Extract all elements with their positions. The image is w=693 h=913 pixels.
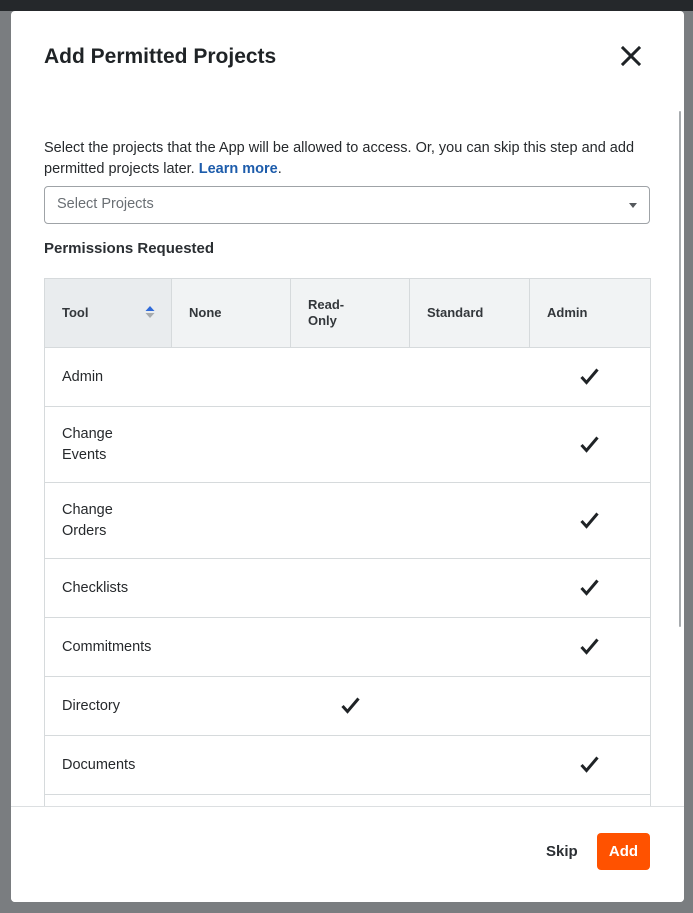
intro-text-body: Select the projects that the App will be allowed to access. Or, you can skip this step and add permitted projects later.: [44, 140, 635, 177]
permission-cell: [410, 407, 530, 483]
permission-cell: [172, 736, 291, 795]
add-button[interactable]: Add: [597, 833, 650, 870]
permission-cell: [291, 736, 410, 795]
column-header-label: Read-Only: [308, 297, 345, 328]
skip-button[interactable]: Skip: [536, 833, 588, 870]
modal-body[interactable]: [11, 101, 684, 806]
permission-cell: [530, 736, 651, 795]
column-header-standard: Standard: [410, 279, 530, 348]
column-header-none: None: [172, 279, 291, 348]
tool-name-cell: [45, 618, 172, 677]
permissions-table-header: [45, 279, 651, 348]
tool-name-cell: [45, 559, 172, 618]
tool-name-cell: [45, 483, 172, 559]
permission-cell: [172, 559, 291, 618]
close-button[interactable]: [616, 41, 646, 71]
permission-cell: [291, 407, 410, 483]
empty-cell: [410, 795, 530, 807]
add-permitted-projects-modal: [11, 11, 684, 902]
modal-title: Add Permitted Projects: [44, 45, 277, 68]
permission-cell: [410, 736, 530, 795]
checkmark-icon: [580, 512, 599, 529]
column-header-read-only: [291, 279, 410, 348]
permission-cell: [530, 348, 651, 407]
permission-cell: [291, 483, 410, 559]
permissions-requested-title: Permissions Requested: [44, 240, 215, 257]
permission-cell: [291, 559, 410, 618]
table-row: [45, 618, 651, 677]
permission-cell: [172, 407, 291, 483]
tool-name: Documents: [62, 756, 136, 773]
permission-cell: [410, 618, 530, 677]
table-row-partial: [45, 795, 651, 807]
intro-text: [44, 138, 654, 180]
tool-name-cell: [45, 407, 172, 483]
sort-icon[interactable]: [145, 305, 155, 319]
checkmark-icon: [341, 697, 360, 714]
intro-period: .: [277, 161, 282, 177]
tool-name-cell: [45, 736, 172, 795]
permission-cell: [172, 677, 291, 736]
empty-cell: [172, 795, 291, 807]
permission-cell: [172, 618, 291, 677]
caret-down-icon: [629, 203, 637, 208]
select-projects-dropdown[interactable]: [44, 186, 650, 224]
column-header-admin: Admin: [530, 279, 651, 348]
table-row: [45, 677, 651, 736]
checkmark-icon: [580, 756, 599, 773]
column-header-tool[interactable]: [45, 279, 172, 348]
tool-name: Admin: [62, 368, 104, 385]
checkmark-icon: [580, 368, 599, 385]
permission-cell: [172, 483, 291, 559]
tool-name: Checklists: [62, 579, 129, 596]
tool-name: Directory: [62, 697, 121, 714]
tool-name: Commitments: [62, 638, 152, 655]
permission-cell: [172, 348, 291, 407]
tool-name: Change Orders: [62, 501, 113, 539]
permission-cell: [291, 618, 410, 677]
table-row: [45, 559, 651, 618]
permission-cell: [410, 483, 530, 559]
permission-cell: [530, 407, 651, 483]
learn-more-link[interactable]: Learn more: [198, 161, 278, 177]
permissions-table: [44, 278, 651, 806]
modal-footer: [11, 806, 684, 902]
table-row: [45, 407, 651, 483]
backdrop-top-bar: [0, 0, 693, 11]
permission-cell: [530, 677, 651, 736]
close-icon: [621, 46, 641, 66]
tool-name: Change Events: [62, 425, 113, 463]
table-row: [45, 483, 651, 559]
permission-cell: [410, 559, 530, 618]
permission-cell: [291, 348, 410, 407]
permission-cell: [291, 677, 410, 736]
tool-name-cell: [45, 677, 172, 736]
table-row: [45, 736, 651, 795]
empty-cell: [291, 795, 410, 807]
permission-cell: [530, 618, 651, 677]
empty-cell: [45, 795, 172, 807]
tool-name-cell: [45, 348, 172, 407]
checkmark-icon: [580, 638, 599, 655]
permissions-table-body: [45, 348, 651, 807]
permission-cell: [530, 559, 651, 618]
permission-cell: [410, 348, 530, 407]
checkmark-icon: [580, 579, 599, 596]
checkmark-icon: [580, 436, 599, 453]
permission-cell: [530, 483, 651, 559]
scrollbar-thumb[interactable]: [679, 111, 681, 627]
permission-cell: [410, 677, 530, 736]
column-header-label: Tool: [62, 305, 89, 320]
modal-header: [11, 11, 684, 101]
table-row: [45, 348, 651, 407]
empty-cell: [530, 795, 651, 807]
select-projects-placeholder: Select Projects: [57, 196, 154, 212]
